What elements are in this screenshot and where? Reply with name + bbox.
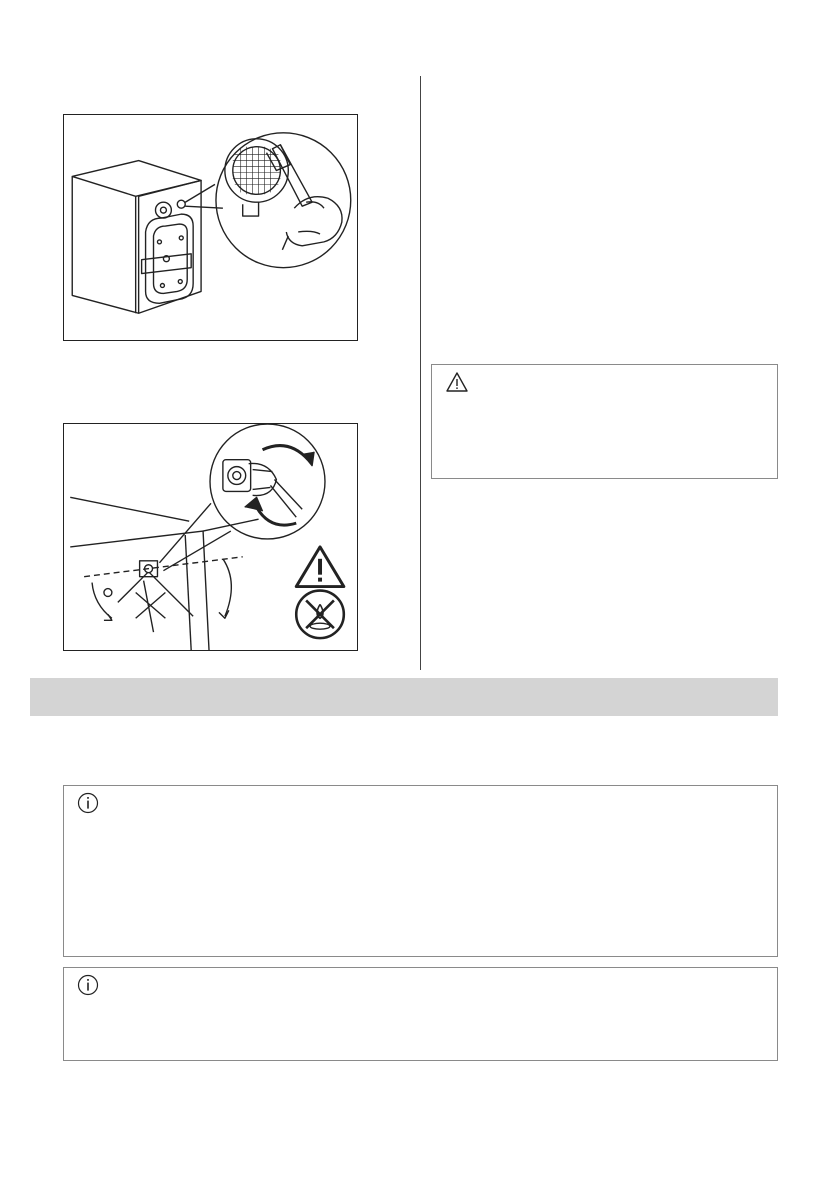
column-divider — [420, 76, 421, 670]
section-header-band — [30, 678, 778, 716]
filter-cleaning-figure — [63, 114, 358, 341]
info-box-1 — [63, 785, 778, 957]
inlet-hose-illustration — [64, 424, 357, 650]
info-box-2 — [63, 967, 778, 1061]
filter-cleaning-illustration — [64, 115, 357, 340]
warning-triangle-icon — [296, 547, 344, 587]
warning-box — [431, 364, 778, 479]
no-water-icon — [296, 591, 344, 639]
info-icon — [77, 974, 99, 996]
info-icon — [77, 792, 99, 814]
inlet-hose-figure — [63, 423, 358, 651]
warning-triangle-icon — [445, 371, 469, 393]
